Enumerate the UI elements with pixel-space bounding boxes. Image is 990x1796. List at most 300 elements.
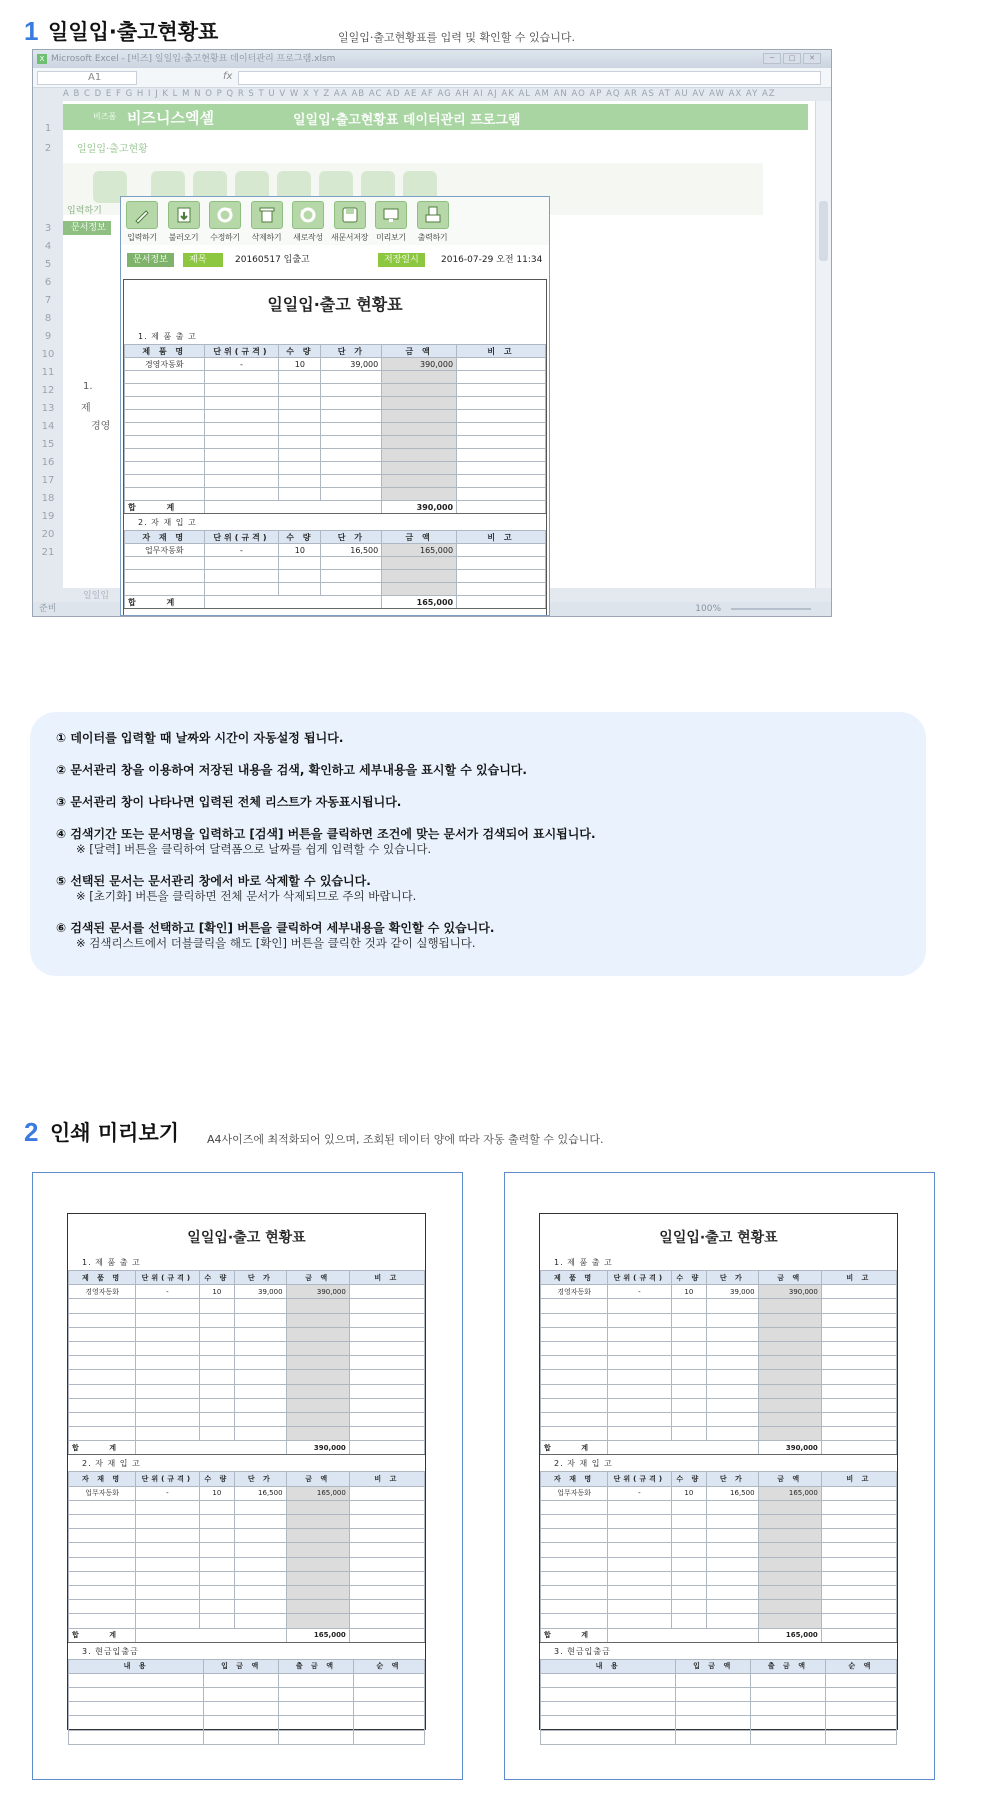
table-cell[interactable] [199,1543,235,1557]
table-cell[interactable] [457,423,546,436]
table-cell[interactable] [279,488,321,501]
table-cell[interactable] [541,1515,608,1529]
empty-row[interactable] [541,1571,897,1585]
table-cell[interactable] [136,1427,199,1441]
table-cell[interactable]: 업무자동화 [125,544,205,557]
table-cell[interactable] [707,1600,758,1614]
table-cell[interactable] [671,1585,707,1599]
table-cell[interactable] [457,449,546,462]
table-cell[interactable] [353,1716,424,1730]
table-cell[interactable] [821,1614,896,1628]
table-cell[interactable] [758,1398,821,1412]
table-cell[interactable]: 390,000 [758,1285,821,1299]
table-cell[interactable] [821,1543,896,1557]
table-cell[interactable] [349,1543,424,1557]
close-icon[interactable]: ✕ [803,53,821,64]
empty-row[interactable] [69,1313,425,1327]
table-cell[interactable] [279,557,321,570]
table-cell[interactable] [69,1557,136,1571]
table-cell[interactable] [349,1600,424,1614]
table-cell[interactable] [279,1730,354,1744]
table-cell[interactable] [279,410,321,423]
table-cell[interactable] [321,488,382,501]
table-cell[interactable] [349,1285,424,1299]
table-cell[interactable] [349,1341,424,1355]
table-cell[interactable] [136,1313,199,1327]
table-cell[interactable] [279,570,321,583]
table-cell[interactable] [671,1557,707,1571]
minimize-icon[interactable]: ─ [763,53,781,64]
table-cell[interactable] [321,462,382,475]
table-cell[interactable] [204,570,279,583]
table-cell[interactable]: 업무자동화 [69,1486,136,1500]
toolbar-button-7[interactable] [372,201,410,243]
table-cell[interactable] [608,1313,671,1327]
table-cell[interactable] [235,1341,286,1355]
row-number[interactable]: 4 [44,241,52,252]
table-cell[interactable] [349,1529,424,1543]
table-cell[interactable] [69,1716,204,1730]
row-number[interactable]: 12 [41,385,55,396]
table-cell[interactable] [349,1557,424,1571]
table-cell[interactable] [671,1571,707,1585]
table-cell[interactable] [758,1412,821,1426]
table-cell[interactable] [821,1427,896,1441]
table-cell[interactable] [279,462,321,475]
table-cell[interactable] [676,1716,751,1730]
table-cell[interactable] [349,1299,424,1313]
table-cell[interactable] [707,1543,758,1557]
table-cell[interactable] [349,1486,424,1500]
table-cell[interactable] [69,1341,136,1355]
table-cell[interactable] [608,1356,671,1370]
empty-row[interactable] [69,1543,425,1557]
table-cell[interactable]: 10 [671,1486,707,1500]
table-row[interactable] [541,1285,897,1299]
table-cell[interactable] [349,1515,424,1529]
empty-row[interactable] [69,1600,425,1614]
table-cell[interactable] [457,488,546,501]
table-cell[interactable] [457,475,546,488]
table-cell[interactable] [279,1716,354,1730]
table-cell[interactable] [199,1614,235,1628]
table-cell[interactable] [136,1356,199,1370]
table-cell[interactable] [199,1600,235,1614]
table-cell[interactable] [235,1585,286,1599]
table-cell[interactable] [69,1327,136,1341]
table-cell[interactable] [125,410,205,423]
table-cell[interactable] [821,1384,896,1398]
table-cell[interactable] [707,1412,758,1426]
empty-row[interactable] [541,1412,897,1426]
table-cell[interactable] [541,1500,608,1514]
table-cell[interactable] [235,1500,286,1514]
table-cell[interactable] [204,1730,279,1744]
table-cell[interactable] [125,423,205,436]
empty-row[interactable] [125,583,546,596]
table-cell[interactable] [199,1384,235,1398]
empty-row[interactable] [541,1398,897,1412]
table-cell[interactable] [758,1543,821,1557]
row-number[interactable]: 5 [44,259,52,270]
table-cell[interactable] [821,1515,896,1529]
table-cell[interactable] [69,1370,136,1384]
table-cell[interactable] [125,449,205,462]
table-cell[interactable] [136,1299,199,1313]
table-cell[interactable] [204,1688,279,1702]
table-cell[interactable] [541,1299,608,1313]
table-cell[interactable] [69,1730,204,1744]
table-cell[interactable] [608,1585,671,1599]
table-cell[interactable] [286,1356,349,1370]
table-cell[interactable] [279,1688,354,1702]
empty-row[interactable] [541,1702,897,1716]
table-cell[interactable] [204,1673,279,1687]
table-cell[interactable] [279,371,321,384]
table-cell[interactable] [204,462,279,475]
sheet-tab[interactable]: 일일입 [83,591,110,601]
table-cell[interactable] [707,1557,758,1571]
table-cell[interactable] [321,410,382,423]
table-cell[interactable] [125,462,205,475]
table-cell[interactable] [382,436,457,449]
table-cell[interactable] [457,410,546,423]
table-cell[interactable] [69,1543,136,1557]
table-cell[interactable] [751,1730,826,1744]
table-cell[interactable] [199,1299,235,1313]
table-cell[interactable] [457,358,546,371]
table-cell[interactable] [286,1341,349,1355]
table-cell[interactable] [821,1486,896,1500]
table-cell[interactable] [541,1688,676,1702]
table-cell[interactable]: - [204,358,279,371]
empty-row[interactable] [541,1730,897,1744]
table-cell[interactable] [382,570,457,583]
table-cell[interactable] [825,1730,896,1744]
empty-row[interactable] [69,1515,425,1529]
table-cell[interactable] [821,1398,896,1412]
table-cell[interactable] [136,1398,199,1412]
table-cell[interactable] [671,1500,707,1514]
table-cell[interactable] [541,1571,608,1585]
table-cell[interactable] [457,583,546,596]
table-cell[interactable] [457,462,546,475]
table-cell[interactable] [608,1327,671,1341]
table-cell[interactable] [382,423,457,436]
table-cell[interactable] [541,1356,608,1370]
row-number[interactable]: 11 [41,367,55,378]
table-cell[interactable] [349,1412,424,1426]
table-cell[interactable] [671,1600,707,1614]
table-cell[interactable]: 경영자동화 [125,358,205,371]
table-cell[interactable] [541,1313,608,1327]
table-cell[interactable] [758,1313,821,1327]
table-cell[interactable] [136,1600,199,1614]
table-cell[interactable] [758,1529,821,1543]
table-cell[interactable] [125,397,205,410]
table-cell[interactable] [707,1313,758,1327]
empty-row[interactable] [541,1327,897,1341]
table-row[interactable] [125,544,546,557]
empty-row[interactable] [541,1427,897,1441]
table-cell[interactable] [125,557,205,570]
table-cell[interactable] [199,1313,235,1327]
table-cell[interactable] [235,1571,286,1585]
empty-row[interactable] [125,423,546,436]
table-cell[interactable]: 10 [671,1285,707,1299]
empty-row[interactable] [69,1412,425,1426]
table-cell[interactable] [69,1688,204,1702]
row-number[interactable]: 21 [41,547,55,558]
table-cell[interactable] [321,384,382,397]
table-cell[interactable] [235,1299,286,1313]
table-cell[interactable] [382,449,457,462]
table-cell[interactable] [69,1427,136,1441]
table-cell[interactable] [608,1543,671,1557]
empty-row[interactable] [69,1500,425,1514]
table-cell[interactable]: 390,000 [382,358,457,371]
empty-row[interactable] [541,1688,897,1702]
table-cell[interactable] [353,1730,424,1744]
table-cell[interactable] [199,1341,235,1355]
table-cell[interactable]: - [136,1486,199,1500]
table-cell[interactable] [608,1341,671,1355]
table-cell[interactable] [69,1398,136,1412]
table-cell[interactable]: 16,500 [235,1486,286,1500]
table-cell[interactable] [69,1515,136,1529]
table-cell[interactable] [136,1585,199,1599]
table-cell[interactable] [349,1327,424,1341]
table-cell[interactable] [69,1600,136,1614]
empty-row[interactable] [69,1427,425,1441]
toolbar-button-6[interactable] [331,201,369,243]
doc-title-value[interactable]: 20160517 입출고 [235,255,310,265]
table-cell[interactable] [204,488,279,501]
table-cell[interactable] [69,1299,136,1313]
table-cell[interactable] [825,1688,896,1702]
table-cell[interactable] [608,1384,671,1398]
zoom-slider[interactable] [731,608,811,610]
table-cell[interactable] [457,384,546,397]
table-cell[interactable] [821,1370,896,1384]
table-cell[interactable] [321,449,382,462]
table-cell[interactable] [235,1427,286,1441]
table-cell[interactable]: 10 [199,1486,235,1500]
table-cell[interactable] [321,475,382,488]
toolbar-button-8[interactable] [414,201,452,243]
empty-row[interactable] [125,449,546,462]
empty-row[interactable] [69,1673,425,1687]
table-cell[interactable] [758,1500,821,1514]
table-cell[interactable] [707,1327,758,1341]
empty-row[interactable] [69,1299,425,1313]
table-cell[interactable] [541,1600,608,1614]
table-cell[interactable]: 390,000 [286,1285,349,1299]
table-cell[interactable] [541,1730,676,1744]
table-cell[interactable] [541,1384,608,1398]
toolbar-button-2[interactable] [165,201,203,243]
table-cell[interactable] [321,436,382,449]
table-cell[interactable] [204,371,279,384]
table-cell[interactable] [286,1299,349,1313]
table-cell[interactable] [321,371,382,384]
table-cell[interactable] [758,1585,821,1599]
table-cell[interactable] [69,1412,136,1426]
table-cell[interactable] [541,1327,608,1341]
table-cell[interactable] [235,1356,286,1370]
table-cell[interactable] [136,1327,199,1341]
table-cell[interactable] [758,1370,821,1384]
table-cell[interactable] [199,1557,235,1571]
table-cell[interactable] [204,475,279,488]
table-cell[interactable] [136,1384,199,1398]
table-cell[interactable] [608,1370,671,1384]
table-cell[interactable] [136,1412,199,1426]
table-cell[interactable] [676,1688,751,1702]
table-cell[interactable] [541,1585,608,1599]
table-cell[interactable] [136,1614,199,1628]
table-cell[interactable] [541,1427,608,1441]
table-cell[interactable] [279,1702,354,1716]
table-cell[interactable] [349,1370,424,1384]
fx-icon[interactable]: fx [223,71,233,82]
table-cell[interactable] [821,1285,896,1299]
table-cell[interactable] [125,488,205,501]
table-cell[interactable] [69,1585,136,1599]
table-cell[interactable] [204,384,279,397]
table-cell[interactable] [349,1614,424,1628]
empty-row[interactable] [125,436,546,449]
row-number[interactable]: 17 [41,475,55,486]
row-number[interactable]: 2 [44,143,52,154]
table-cell[interactable] [125,570,205,583]
table-cell[interactable] [541,1673,676,1687]
table-cell[interactable]: 165,000 [286,1486,349,1500]
table-cell[interactable] [286,1327,349,1341]
table-cell[interactable] [707,1384,758,1398]
row-number[interactable]: 16 [41,457,55,468]
table-cell[interactable] [457,397,546,410]
empty-row[interactable] [541,1515,897,1529]
table-cell[interactable] [608,1515,671,1529]
table-cell[interactable] [279,475,321,488]
table-cell[interactable] [353,1688,424,1702]
table-cell[interactable] [825,1673,896,1687]
table-cell[interactable] [707,1427,758,1441]
table-cell[interactable] [382,462,457,475]
empty-row[interactable] [125,384,546,397]
table-cell[interactable] [457,570,546,583]
table-cell[interactable] [707,1571,758,1585]
table-cell[interactable] [136,1500,199,1514]
empty-row[interactable] [541,1341,897,1355]
empty-row[interactable] [69,1370,425,1384]
table-cell[interactable] [204,397,279,410]
empty-row[interactable] [541,1384,897,1398]
table-cell[interactable] [199,1398,235,1412]
table-cell[interactable] [125,436,205,449]
empty-row[interactable] [69,1614,425,1628]
table-cell[interactable] [235,1313,286,1327]
empty-row[interactable] [125,371,546,384]
table-cell[interactable] [321,557,382,570]
row-number[interactable]: 1 [44,123,52,134]
table-cell[interactable] [541,1412,608,1426]
table-cell[interactable] [671,1529,707,1543]
table-cell[interactable] [608,1529,671,1543]
table-cell[interactable] [286,1600,349,1614]
empty-row[interactable] [541,1543,897,1557]
table-cell[interactable] [457,544,546,557]
table-cell[interactable] [321,397,382,410]
table-cell[interactable] [671,1427,707,1441]
table-cell[interactable] [758,1356,821,1370]
table-cell[interactable] [286,1529,349,1543]
table-cell[interactable] [349,1500,424,1514]
empty-row[interactable] [541,1585,897,1599]
table-cell[interactable] [353,1673,424,1687]
table-cell[interactable] [707,1341,758,1355]
table-cell[interactable] [125,371,205,384]
table-cell[interactable] [671,1398,707,1412]
table-cell[interactable] [286,1412,349,1426]
table-cell[interactable] [286,1585,349,1599]
table-cell[interactable] [199,1571,235,1585]
table-cell[interactable] [286,1543,349,1557]
table-cell[interactable] [751,1702,826,1716]
table-cell[interactable] [671,1341,707,1355]
table-cell[interactable] [541,1614,608,1628]
row-number[interactable]: 18 [41,493,55,504]
table-cell[interactable] [349,1427,424,1441]
table-cell[interactable] [541,1702,676,1716]
empty-row[interactable] [69,1341,425,1355]
table-cell[interactable] [286,1370,349,1384]
empty-row[interactable] [125,570,546,583]
table-cell[interactable]: - [608,1285,671,1299]
table-cell[interactable] [608,1398,671,1412]
table-cell[interactable] [69,1356,136,1370]
table-cell[interactable] [671,1543,707,1557]
table-cell[interactable] [286,1557,349,1571]
empty-row[interactable] [69,1327,425,1341]
table-cell[interactable] [69,1673,204,1687]
table-cell[interactable] [199,1370,235,1384]
table-cell[interactable] [671,1384,707,1398]
table-cell[interactable]: 165,000 [382,544,457,557]
empty-row[interactable] [541,1356,897,1370]
table-cell[interactable] [541,1370,608,1384]
table-cell[interactable] [349,1313,424,1327]
table-cell[interactable]: 업무자동화 [541,1486,608,1500]
table-cell[interactable] [235,1370,286,1384]
maximize-icon[interactable]: □ [783,53,801,64]
table-cell[interactable]: 165,000 [758,1486,821,1500]
table-cell[interactable] [204,436,279,449]
table-cell[interactable] [199,1500,235,1514]
table-cell[interactable] [349,1585,424,1599]
empty-row[interactable] [69,1730,425,1744]
row-number[interactable]: 7 [44,295,52,306]
table-cell[interactable] [457,557,546,570]
table-cell[interactable] [382,488,457,501]
table-cell[interactable] [671,1370,707,1384]
table-cell[interactable] [758,1600,821,1614]
row-number[interactable]: 6 [44,277,52,288]
table-cell[interactable] [676,1730,751,1744]
table-cell[interactable] [204,583,279,596]
table-cell[interactable] [541,1557,608,1571]
